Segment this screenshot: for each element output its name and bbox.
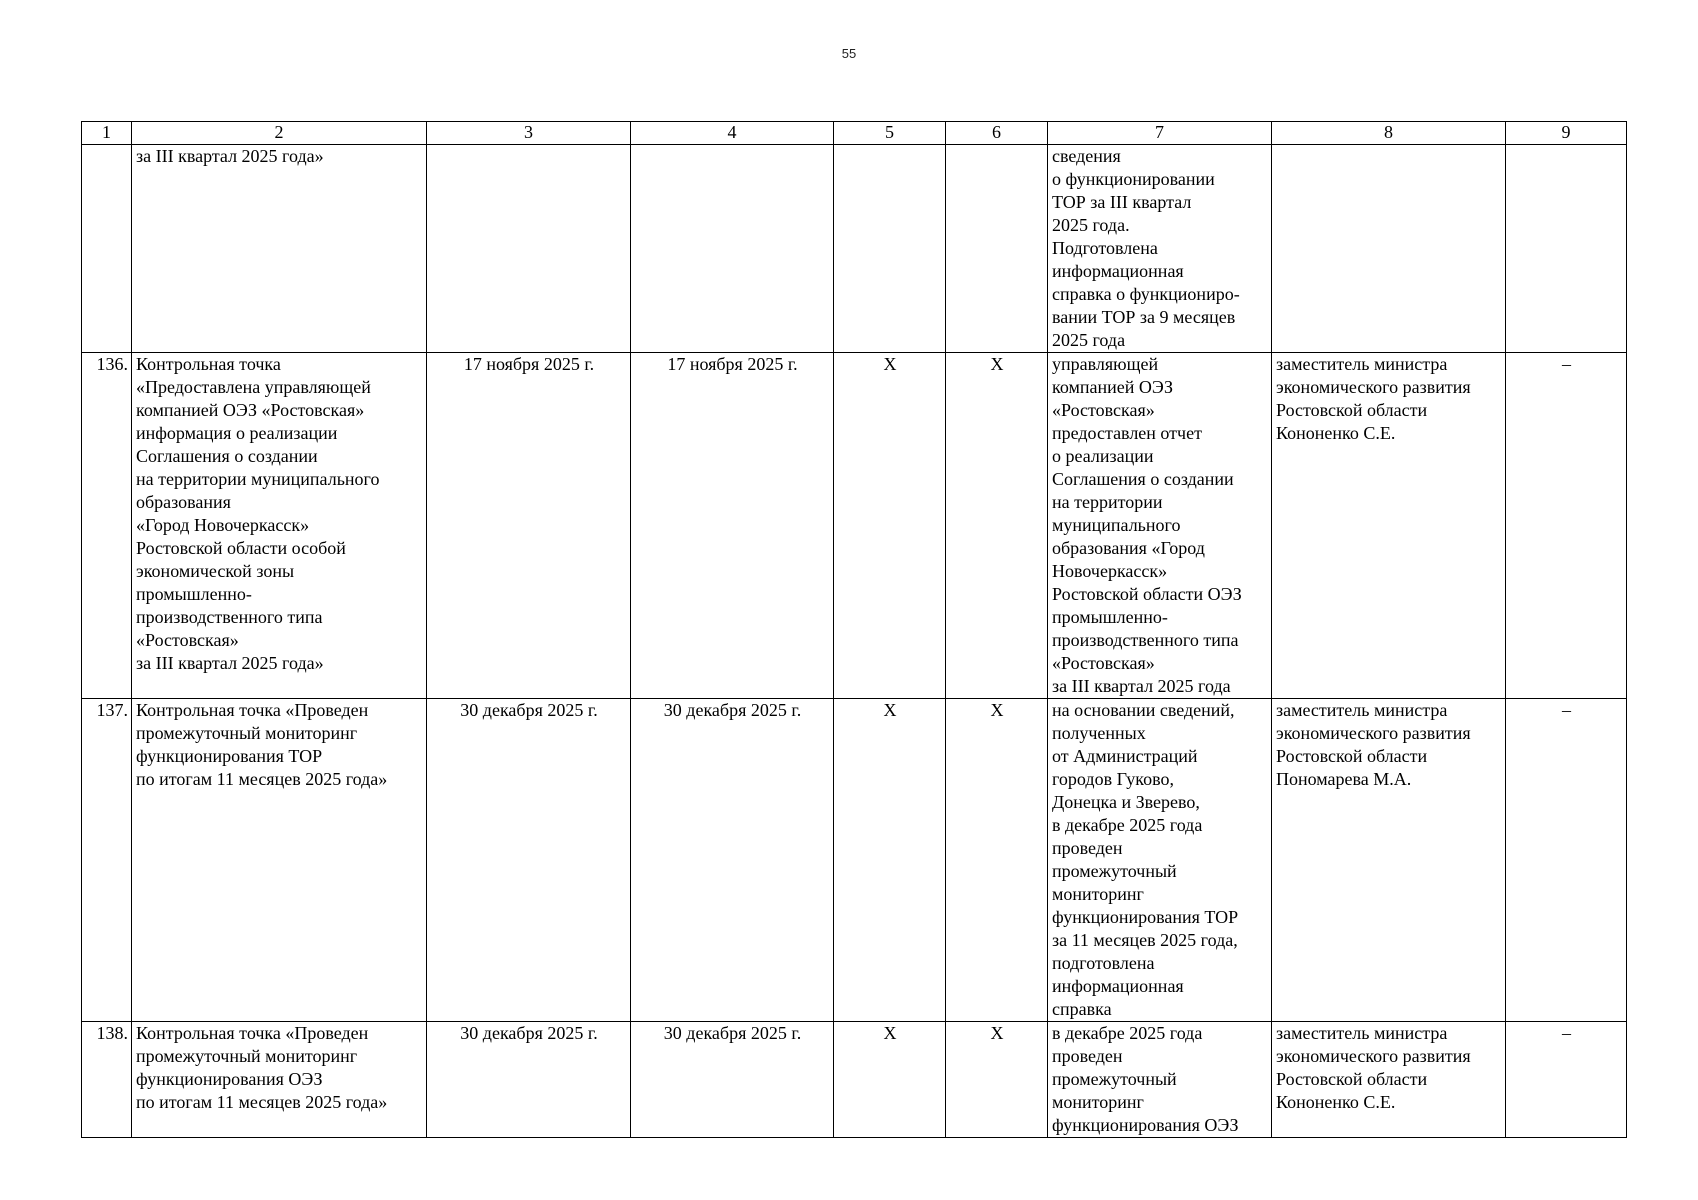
event-name-line: «Предоставлена управляющей xyxy=(136,377,371,397)
result-line: вании ТОР за 9 месяцев xyxy=(1052,307,1236,327)
report-table xyxy=(81,121,1627,1138)
col5-mark-cell: X xyxy=(834,699,946,1022)
result-line: мониторинг xyxy=(1052,1092,1144,1112)
event-name-line: «Город Новочеркасск» xyxy=(136,515,310,535)
result-line: информационная xyxy=(1052,261,1184,281)
header-cell-5: 5 xyxy=(834,122,946,145)
result-line: за 11 месяцев 2025 года, xyxy=(1052,930,1238,950)
event-name-line: информация о реализации xyxy=(136,423,338,443)
responsible-line: экономического развития xyxy=(1276,377,1471,397)
result-line: на основании сведений, xyxy=(1052,700,1235,720)
col6-mark-cell xyxy=(946,145,1048,353)
fact-date-cell: 30 декабря 2025 г. xyxy=(631,699,834,1022)
header-cell-7: 7 xyxy=(1048,122,1272,145)
result-line: 2025 года. xyxy=(1052,215,1130,235)
responsible-cell xyxy=(1272,353,1506,699)
result-line: о реализации xyxy=(1052,446,1154,466)
row-number-cell xyxy=(82,145,132,353)
event-name-line: Ростовской области особой xyxy=(136,538,346,558)
event-name-line: промежуточный мониторинг xyxy=(136,1046,358,1066)
plan-date-cell: 30 декабря 2025 г. xyxy=(427,699,631,1022)
responsible-line: экономического развития xyxy=(1276,1046,1471,1066)
event-name-line: по итогам 11 месяцев 2025 года» xyxy=(136,1092,388,1112)
result-cell xyxy=(1048,699,1272,1022)
table-row xyxy=(82,699,1627,1022)
event-name-cell xyxy=(132,353,427,699)
result-line: мониторинг xyxy=(1052,884,1144,904)
result-line: муниципального xyxy=(1052,515,1181,535)
row-number-cell: 138. xyxy=(82,1022,132,1138)
col6-mark-cell: X xyxy=(946,699,1048,1022)
result-line: Ростовской области ОЭЗ xyxy=(1052,584,1242,604)
result-line: информационная xyxy=(1052,976,1184,996)
responsible-line: заместитель министра xyxy=(1276,354,1448,374)
result-line: городов Гуково, xyxy=(1052,769,1175,789)
result-line: Донецка и Зверево, xyxy=(1052,792,1200,812)
col6-mark-cell: X xyxy=(946,1022,1048,1138)
col5-mark-cell: X xyxy=(834,1022,946,1138)
table-row xyxy=(82,353,1627,699)
responsible-cell xyxy=(1272,1022,1506,1138)
result-line: компанией ОЭЗ xyxy=(1052,377,1174,397)
responsible-line: экономического развития xyxy=(1276,723,1471,743)
result-line: функционирования ТОР xyxy=(1052,907,1239,927)
col5-mark-cell xyxy=(834,145,946,353)
event-name-cell xyxy=(132,145,427,353)
result-line: справка xyxy=(1052,999,1112,1019)
result-line: промежуточный xyxy=(1052,861,1177,881)
result-line: от Администраций xyxy=(1052,746,1198,766)
row-number-cell: 136. xyxy=(82,353,132,699)
result-line: проведен xyxy=(1052,838,1123,858)
header-cell-1: 1 xyxy=(82,122,132,145)
col5-mark-cell: X xyxy=(834,353,946,699)
table-row xyxy=(82,145,1627,353)
responsible-line: Кононенко С.Е. xyxy=(1276,423,1396,443)
header-cell-9: 9 xyxy=(1506,122,1627,145)
event-name-line: Контрольная точка «Проведен xyxy=(136,700,369,720)
result-line: промышленно- xyxy=(1052,607,1168,627)
result-line: ТОР за III квартал xyxy=(1052,192,1192,212)
result-line: в декабре 2025 года xyxy=(1052,1023,1203,1043)
plan-date-cell xyxy=(427,145,631,353)
result-line: производственного типа xyxy=(1052,630,1239,650)
event-name-line: функционирования ТОР xyxy=(136,746,323,766)
col6-mark-cell: X xyxy=(946,353,1048,699)
event-name-line: Контрольная точка «Проведен xyxy=(136,1023,369,1043)
header-cell-2: 2 xyxy=(132,122,427,145)
result-line: предоставлен отчет xyxy=(1052,423,1202,443)
event-name-line: функционирования ОЭЗ xyxy=(136,1069,323,1089)
result-line: функционирования ОЭЗ xyxy=(1052,1115,1239,1135)
event-name-line: экономической зоны xyxy=(136,561,295,581)
result-line: управляющей xyxy=(1052,354,1159,374)
fact-date-cell: 17 ноября 2025 г. xyxy=(631,353,834,699)
result-line: 2025 года xyxy=(1052,330,1126,350)
result-line: проведен xyxy=(1052,1046,1123,1066)
event-name-line: за III квартал 2025 года» xyxy=(136,653,324,673)
result-line: «Ростовская» xyxy=(1052,653,1155,673)
plan-date-cell: 30 декабря 2025 г. xyxy=(427,1022,631,1138)
responsible-line: Пономарева М.А. xyxy=(1276,769,1412,789)
header-cell-6: 6 xyxy=(946,122,1048,145)
result-cell xyxy=(1048,145,1272,353)
plan-date-cell: 17 ноября 2025 г. xyxy=(427,353,631,699)
result-line: справка о функциониро- xyxy=(1052,284,1240,304)
responsible-line: заместитель министра xyxy=(1276,1023,1448,1043)
result-line: на территории xyxy=(1052,492,1163,512)
header-row xyxy=(82,122,1627,145)
note-cell: – xyxy=(1506,1022,1627,1138)
result-line: за III квартал 2025 года xyxy=(1052,676,1231,696)
event-name-line: по итогам 11 месяцев 2025 года» xyxy=(136,769,388,789)
event-name-line: «Ростовская» xyxy=(136,630,239,650)
page-number: 55 xyxy=(841,46,857,61)
event-name-line: компанией ОЭЗ «Ростовская» xyxy=(136,400,365,420)
result-line: Новочеркасск» xyxy=(1052,561,1168,581)
event-name-line: промышленно- xyxy=(136,584,252,604)
note-cell xyxy=(1506,145,1627,353)
responsible-line: Кононенко С.Е. xyxy=(1276,1092,1396,1112)
event-name-line: образования xyxy=(136,492,231,512)
note-cell: – xyxy=(1506,353,1627,699)
result-cell xyxy=(1048,1022,1272,1138)
responsible-line: Ростовской области xyxy=(1276,400,1428,420)
result-line: образования «Город xyxy=(1052,538,1205,558)
result-line: подготовлена xyxy=(1052,953,1155,973)
event-name-cell xyxy=(132,1022,427,1138)
responsible-line: заместитель министра xyxy=(1276,700,1448,720)
result-line: о функционировании xyxy=(1052,169,1215,189)
event-name-line: Соглашения о создании xyxy=(136,446,318,466)
result-line: полученных xyxy=(1052,723,1146,743)
result-line: в декабре 2025 года xyxy=(1052,815,1203,835)
header-cell-4: 4 xyxy=(631,122,834,145)
event-name-cell xyxy=(132,699,427,1022)
result-line: Подготовлена xyxy=(1052,238,1158,258)
result-line: Соглашения о создании xyxy=(1052,469,1234,489)
responsible-line: Ростовской области xyxy=(1276,746,1428,766)
result-cell xyxy=(1048,353,1272,699)
responsible-cell xyxy=(1272,699,1506,1022)
event-name-line: за III квартал 2025 года» xyxy=(136,146,324,166)
header-cell-8: 8 xyxy=(1272,122,1506,145)
event-name-line: Контрольная точка xyxy=(136,354,281,374)
fact-date-cell: 30 декабря 2025 г. xyxy=(631,1022,834,1138)
event-name-line: промежуточный мониторинг xyxy=(136,723,358,743)
result-line: сведения xyxy=(1052,146,1121,166)
header-cell-3: 3 xyxy=(427,122,631,145)
responsible-line: Ростовской области xyxy=(1276,1069,1428,1089)
table-body xyxy=(82,145,1627,1138)
fact-date-cell xyxy=(631,145,834,353)
result-line: «Ростовская» xyxy=(1052,400,1155,420)
table-row xyxy=(82,1022,1627,1138)
row-number-cell: 137. xyxy=(82,699,132,1022)
event-name-line: на территории муниципального xyxy=(136,469,380,489)
note-cell: – xyxy=(1506,699,1627,1022)
result-line: промежуточный xyxy=(1052,1069,1177,1089)
responsible-cell xyxy=(1272,145,1506,353)
event-name-line: производственного типа xyxy=(136,607,323,627)
